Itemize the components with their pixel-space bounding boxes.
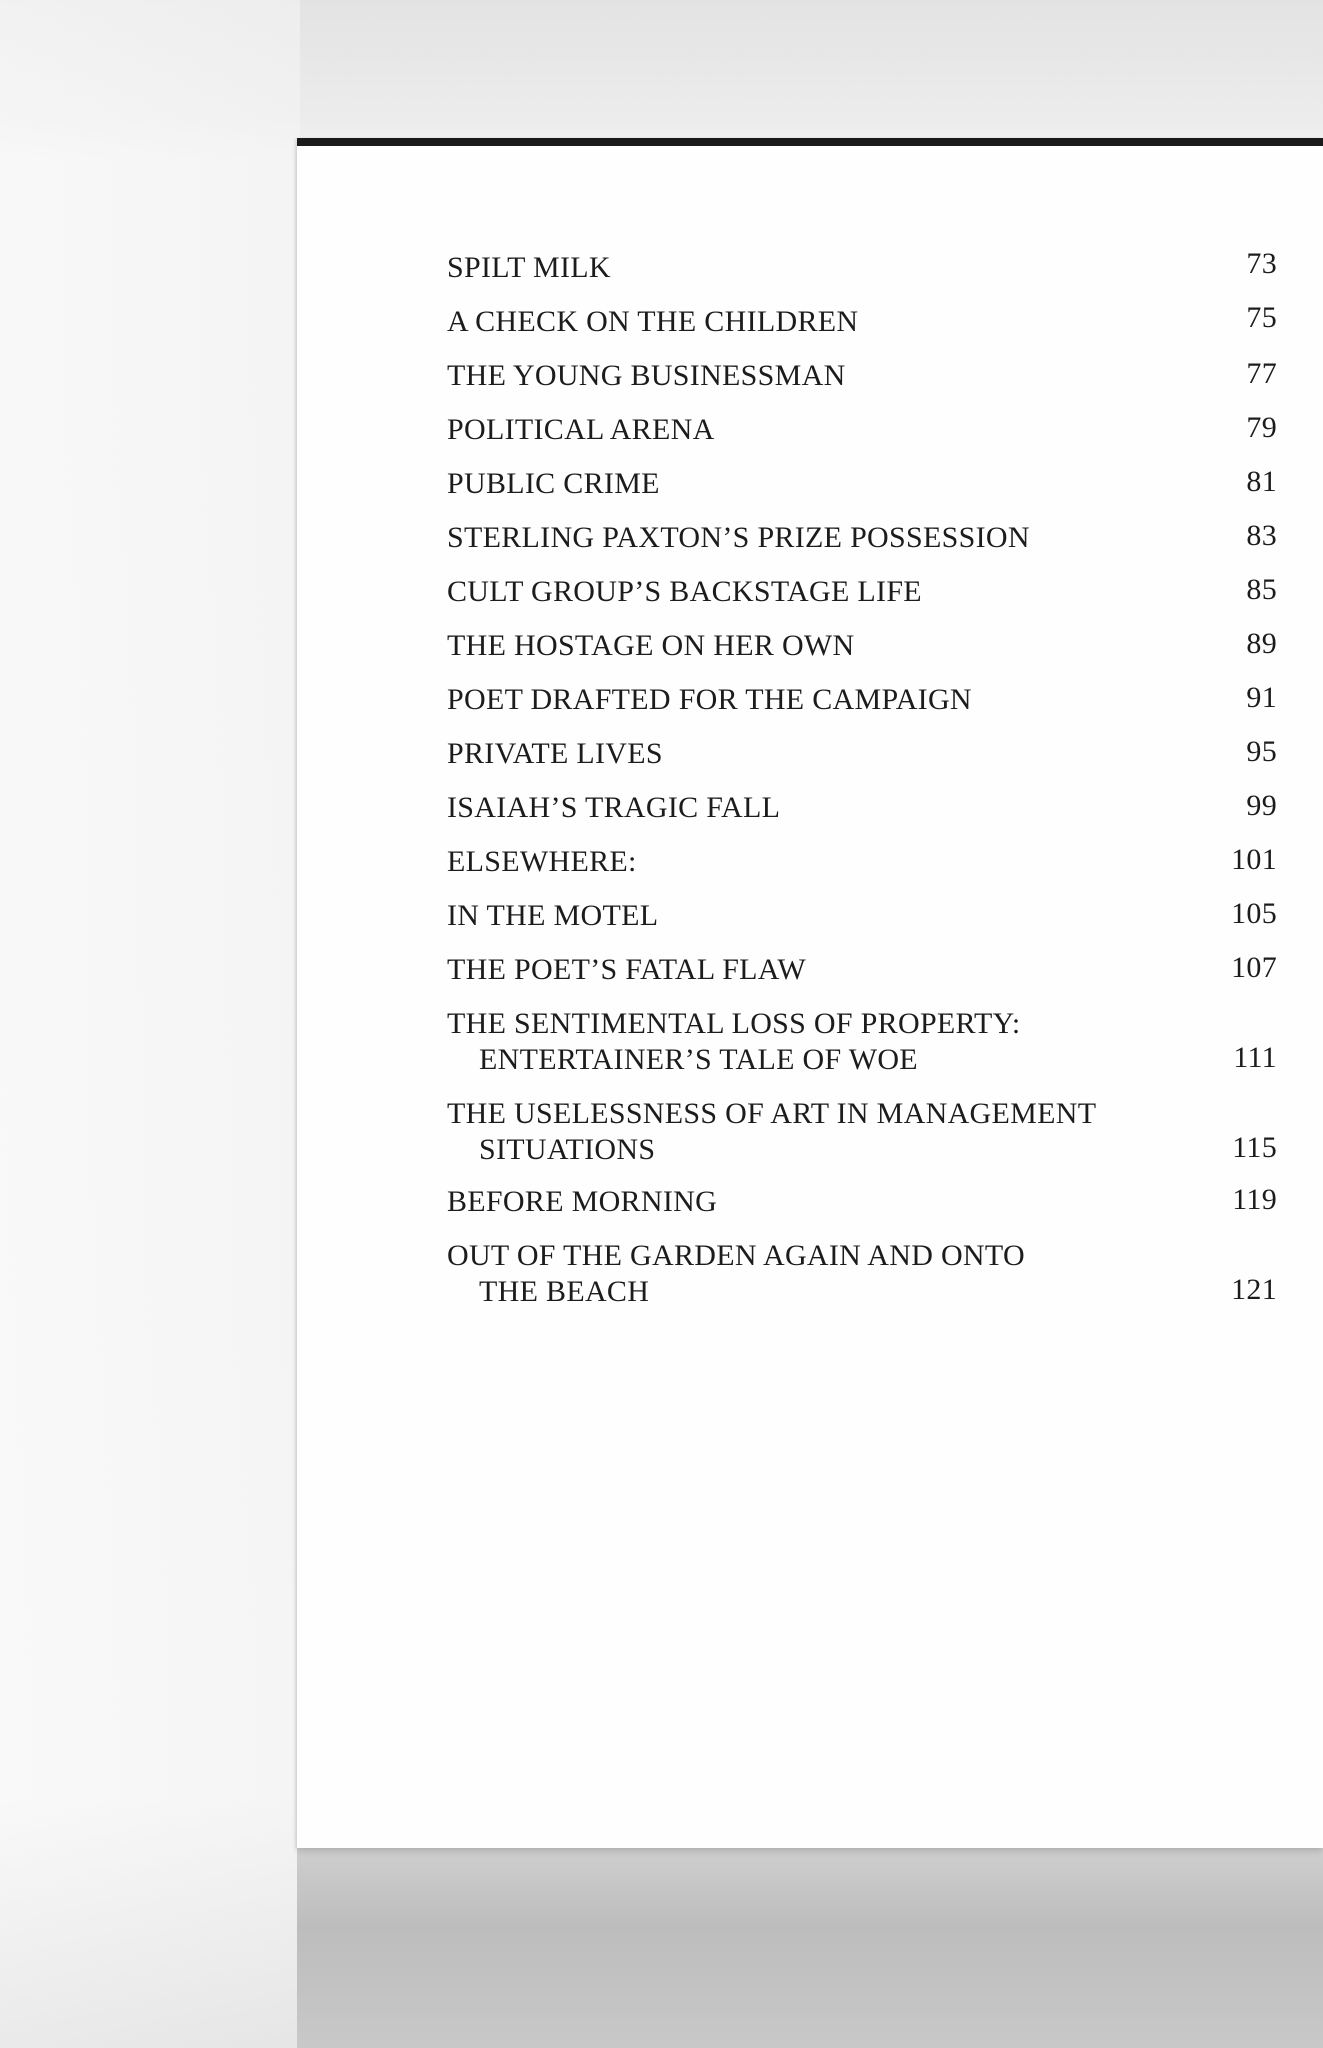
toc-entry-title: STERLING PAXTON’S PRIZE POSSESSION [447,521,1030,554]
toc-entry-title-continued: SITUATIONS [479,1133,656,1166]
scan-bottom-shadow [297,1846,1323,2048]
toc-entry-title: PUBLIC CRIME [447,467,660,500]
toc-entry-title: CULT GROUP’S BACKSTAGE LIFE [447,575,922,608]
toc-entry-page: 75 [1246,301,1277,334]
toc-entry-page: 115 [1232,1131,1277,1164]
toc-entry-page: 101 [1231,843,1277,876]
toc-entry-page: 83 [1246,519,1277,552]
toc-entry-page: 111 [1233,1041,1277,1074]
toc-entry-title: THE SENTIMENTAL LOSS OF PROPERTY: ENTERTAINER’S TALE OF WOE [447,1007,1021,1076]
toc-entry-page: 121 [1231,1273,1277,1306]
table-of-contents [297,146,1323,1848]
scan-background [0,0,300,2048]
toc-entry-page: 99 [1246,789,1277,822]
toc-entry-title: PRIVATE LIVES [447,737,663,770]
toc-entry-title: IN THE MOTEL [447,899,659,932]
toc-entry-title: ISAIAH’S TRAGIC FALL [447,791,781,824]
toc-entry-title: THE HOSTAGE ON HER OWN [447,629,855,662]
toc-entry-page: 95 [1246,735,1277,768]
toc-entry-page: 73 [1246,247,1277,280]
toc-entry-page: 107 [1231,951,1277,984]
toc-entry-page: 85 [1246,573,1277,606]
toc-entry-page: 81 [1246,465,1277,498]
toc-entry-title: POLITICAL ARENA [447,413,715,446]
toc-entry-page: 105 [1231,897,1277,930]
toc-entry-title-continued: ENTERTAINER’S TALE OF WOE [479,1043,918,1076]
toc-entry-page: 91 [1246,681,1277,714]
toc-entry-page: 77 [1246,357,1277,390]
toc-entry-title: ELSEWHERE: [447,845,637,878]
toc-entry-title: THE YOUNG BUSINESSMAN [447,359,846,392]
toc-entry-title: THE USELESSNESS OF ART IN MANAGEMENT SITUATIONS [447,1097,1097,1166]
toc-entry-title: A CHECK ON THE CHILDREN [447,305,859,338]
toc-entry-title: THE POET’S FATAL FLAW [447,953,806,986]
toc-entry-page: 79 [1246,411,1277,444]
toc-entry-page: 89 [1246,627,1277,660]
book-page [297,138,1323,1848]
toc-entry-page: 119 [1232,1183,1277,1216]
toc-entry-title: POET DRAFTED FOR THE CAMPAIGN [447,683,972,716]
toc-entry-title: SPILT MILK [447,251,611,284]
toc-entry-title: OUT OF THE GARDEN AGAIN AND ONTO THE BEACH [447,1239,1025,1308]
toc-entry-title: BEFORE MORNING [447,1185,718,1218]
toc-entry-title-continued: THE BEACH [479,1275,650,1308]
